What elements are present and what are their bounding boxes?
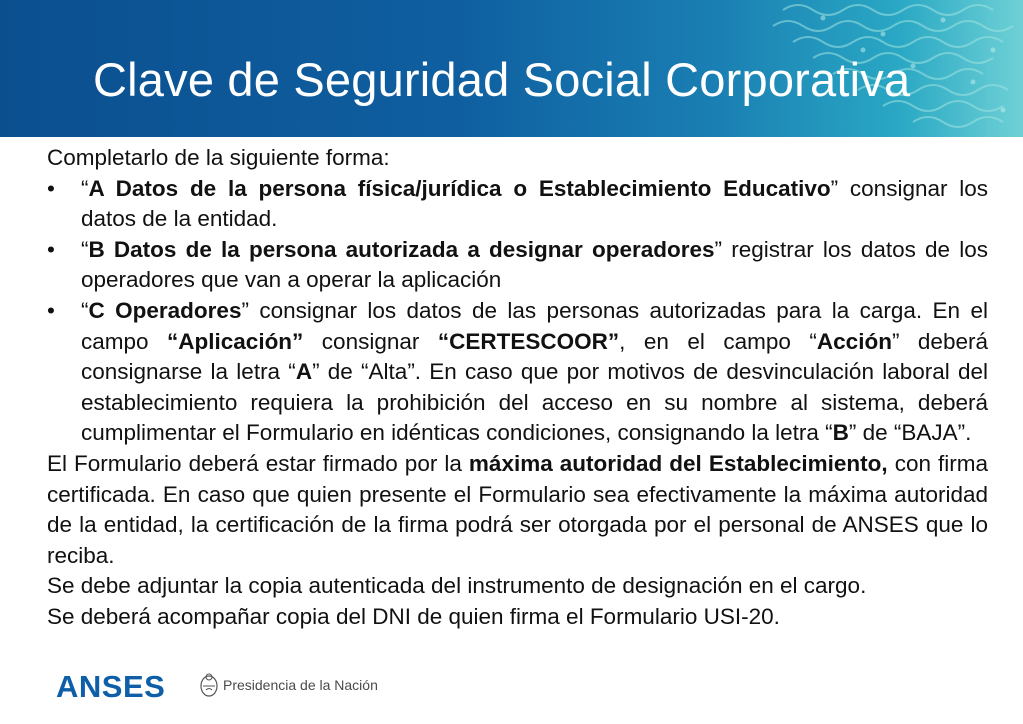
slide-title: Clave de Seguridad Social Corporativa (93, 53, 911, 106)
list-item-c: • “C Operadores” consignar los datos de las personas autorizadas para la carga. En el campo “Aplicación” consignar “CERTESCOOR”, en el campo “Acción” deberá consignarse la letra “A” de “Alta”. En caso que por motivos de desvinculación laboral del establecimiento requiera la prohibición del acceso en su nombre al sistema, deberá cumplimentar el Formulario en idénticas condiciones, consignando la letra “B” de “BAJA”. (47, 297, 988, 446)
bullet-icon: • (47, 236, 55, 262)
instructions-list (47, 174, 988, 449)
firma-paragraph: El Formulario deberá estar firmado por la máxima autoridad del Establecimiento, con firma certificada. En caso que quien presente el Formulario sea efectivamente la máxima autoridad de la entidad, la certificación de la firma podrá ser otorgada por el personal de ANSES que lo reciba. (47, 450, 989, 568)
list-item-a: • “A Datos de la persona física/jurídica o Establecimiento Educativo” consignar los datos de la entidad. (47, 175, 988, 232)
slide-body (47, 143, 988, 633)
intro-text: Completarlo de la siguiente forma: (47, 145, 390, 170)
copia-instrumento-text: Se debe adjuntar la copia autenticada del instrumento de designación en el cargo. (47, 573, 867, 599)
anses-logo: ANSES (56, 669, 166, 704)
bullet-icon: • (47, 175, 55, 201)
copia-dni-text: Se deberá acompañar copia del DNI de quien firma el Formulario USI-20. (47, 603, 780, 629)
list-item-b: • “B Datos de la persona autorizada a designar operadores” registrar los datos de los operadores que van a operar la aplicación (47, 236, 988, 293)
bullet-icon: • (47, 297, 55, 323)
slide-footer (56, 666, 396, 706)
presidencia-text: Presidencia de la Nación (223, 677, 378, 693)
slide-header (0, 0, 1023, 137)
national-seal-icon (199, 672, 219, 698)
presidencia-logo (199, 672, 378, 698)
